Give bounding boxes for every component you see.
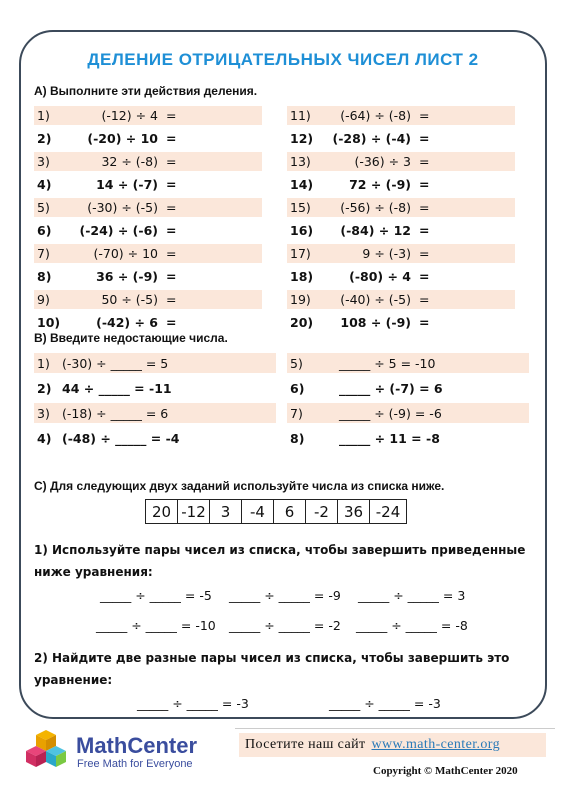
exercise-row bbox=[287, 290, 515, 309]
exercise-expression: _____ ÷ (-9) = -6 bbox=[339, 405, 442, 421]
missing-number-row bbox=[34, 378, 276, 398]
exercise-number: 11) bbox=[290, 108, 311, 123]
equals-sign: = bbox=[419, 177, 430, 192]
exercise-expression: 36 ÷ (-9) bbox=[96, 269, 158, 284]
equals-sign: = bbox=[419, 154, 430, 169]
exercise-expression: 32 ÷ (-8) bbox=[101, 154, 158, 169]
exercise-number: 8) bbox=[290, 430, 305, 446]
missing-number-row bbox=[34, 403, 276, 423]
equals-sign: = bbox=[419, 269, 430, 284]
number-cell: -24 bbox=[375, 502, 401, 521]
task-2-equation: _____ ÷ _____ = -3 bbox=[137, 696, 249, 711]
exercise-expression: (-30) ÷ _____ = 5 bbox=[62, 355, 169, 371]
exercise-number: 1) bbox=[37, 108, 50, 123]
exercise-number: 9) bbox=[37, 292, 50, 307]
exercise-expression: (-24) ÷ (-6) bbox=[79, 223, 158, 238]
exercise-number: 18) bbox=[290, 269, 314, 284]
exercise-number: 13) bbox=[290, 154, 311, 169]
task-1-instruction: 1) Используйте пары чисел из списка, чтобы завершить приведенные ниже уравнения: bbox=[34, 543, 526, 579]
number-cell: 36 bbox=[338, 500, 370, 523]
task-1-equation: _____ ÷ _____ = 3 bbox=[358, 588, 466, 603]
exercise-expression: (-36) ÷ 3 bbox=[354, 154, 411, 169]
exercise-expression: _____ ÷ 11 = -8 bbox=[339, 430, 440, 446]
exercise-expression: (-84) ÷ 12 bbox=[340, 223, 411, 238]
exercise-row bbox=[287, 152, 515, 171]
exercise-number: 2) bbox=[37, 131, 52, 146]
equals-sign: = bbox=[166, 200, 177, 215]
number-cell: -2 bbox=[306, 500, 338, 523]
equals-sign: = bbox=[419, 315, 430, 330]
task-1-equation: _____ ÷ _____ = -2 bbox=[229, 618, 341, 633]
exercise-number: 17) bbox=[290, 246, 311, 261]
exercise-expression: (-48) ÷ _____ = -4 bbox=[62, 430, 180, 446]
equals-sign: = bbox=[166, 292, 177, 307]
number-cell: 3 bbox=[210, 500, 242, 523]
task-2-equation: _____ ÷ _____ = -3 bbox=[329, 696, 441, 711]
exercise-number: 15) bbox=[290, 200, 311, 215]
exercise-number: 5) bbox=[290, 355, 303, 371]
visit-text: Посетите наш сайт bbox=[245, 737, 366, 752]
task-1-equation: _____ ÷ _____ = -10 bbox=[96, 618, 216, 633]
exercise-row bbox=[34, 221, 262, 240]
exercise-expression: (-28) ÷ (-4) bbox=[332, 131, 411, 146]
equals-sign: = bbox=[419, 292, 430, 307]
mathcenter-cube-icon bbox=[22, 729, 72, 773]
exercise-number: 20) bbox=[290, 315, 314, 330]
exercise-expression: (-12) ÷ 4 bbox=[101, 108, 158, 123]
equals-sign: = bbox=[166, 177, 177, 192]
copyright-text: Copyright © MathCenter 2020 bbox=[373, 765, 518, 777]
exercise-row bbox=[34, 290, 262, 309]
exercise-row bbox=[34, 175, 262, 194]
exercise-row bbox=[287, 106, 515, 125]
exercise-row bbox=[34, 198, 262, 217]
section-a-heading: A) Выполните эти действия деления. bbox=[34, 84, 258, 98]
exercise-expression: 9 ÷ (-3) bbox=[362, 246, 411, 261]
exercise-row bbox=[287, 221, 515, 240]
equals-sign: = bbox=[419, 131, 430, 146]
equals-sign: = bbox=[166, 223, 177, 238]
equals-sign: = bbox=[166, 269, 177, 284]
task-1-equation: _____ ÷ _____ = -5 bbox=[100, 588, 212, 603]
exercise-expression: 44 ÷ _____ = -11 bbox=[62, 380, 172, 396]
number-cell: -4 bbox=[242, 500, 274, 523]
visit-banner bbox=[239, 733, 546, 757]
missing-number-row bbox=[287, 353, 529, 373]
exercise-number: 1) bbox=[37, 355, 50, 371]
task-2-instruction: 2) Найдите две разные пары чисел из списка, чтобы завершить это уравнение: bbox=[34, 651, 510, 687]
section-c-heading: C) Для следующих двух заданий используйте числа из списка ниже. bbox=[34, 479, 445, 493]
exercise-number: 7) bbox=[37, 246, 50, 261]
exercise-row bbox=[287, 198, 515, 217]
exercise-number: 16) bbox=[290, 223, 314, 238]
missing-number-row bbox=[287, 428, 529, 448]
exercise-number: 4) bbox=[37, 177, 52, 192]
exercise-expression: (-64) ÷ (-8) bbox=[340, 108, 411, 123]
missing-number-row bbox=[287, 403, 529, 423]
equals-sign: = bbox=[166, 131, 177, 146]
exercise-expression: _____ ÷ (-7) = 6 bbox=[339, 380, 443, 396]
exercise-row bbox=[34, 244, 262, 263]
exercise-number: 5) bbox=[37, 200, 50, 215]
exercise-number: 14) bbox=[290, 177, 314, 192]
brand-tagline: Free Math for Everyone bbox=[77, 758, 193, 770]
exercise-expression: 14 ÷ (-7) bbox=[96, 177, 158, 192]
missing-number-row bbox=[34, 428, 276, 448]
exercise-row bbox=[34, 267, 262, 286]
number-list bbox=[145, 499, 407, 524]
exercise-row bbox=[34, 152, 262, 171]
equals-sign: = bbox=[166, 154, 177, 169]
exercise-expression: (-42) ÷ 6 bbox=[96, 315, 158, 330]
number-cell: -12 bbox=[178, 500, 210, 523]
exercise-row bbox=[34, 106, 262, 125]
missing-number-row bbox=[287, 378, 529, 398]
exercise-expression: (-30) ÷ (-5) bbox=[87, 200, 158, 215]
exercise-expression: (-40) ÷ (-5) bbox=[340, 292, 411, 307]
equals-sign: = bbox=[419, 223, 430, 238]
exercise-expression: 108 ÷ (-9) bbox=[340, 315, 411, 330]
missing-number-row bbox=[34, 353, 276, 373]
exercise-row bbox=[34, 313, 262, 332]
exercise-row bbox=[287, 244, 515, 263]
equals-sign: = bbox=[166, 315, 177, 330]
task-1-equation: _____ ÷ _____ = -8 bbox=[356, 618, 468, 633]
section-b-heading: B) Введите недостающие числа. bbox=[34, 331, 228, 345]
exercise-row bbox=[287, 313, 515, 332]
exercise-number: 8) bbox=[37, 269, 52, 284]
page-title: ДЕЛЕНИЕ ОТРИЦАТЕЛЬНЫХ ЧИСЕЛ ЛИСТ 2 bbox=[87, 50, 479, 69]
equals-sign: = bbox=[166, 108, 177, 123]
exercise-row bbox=[287, 267, 515, 286]
website-link[interactable]: www.math-center.org bbox=[371, 737, 501, 752]
exercise-expression: (-80) ÷ 4 bbox=[349, 269, 411, 284]
exercise-number: 12) bbox=[290, 131, 314, 146]
exercise-number: 3) bbox=[37, 405, 50, 421]
exercise-expression: (-20) ÷ 10 bbox=[87, 131, 158, 146]
exercise-number: 3) bbox=[37, 154, 50, 169]
exercise-number: 6) bbox=[37, 223, 52, 238]
exercise-row bbox=[34, 129, 262, 148]
exercise-expression: _____ ÷ 5 = -10 bbox=[339, 355, 436, 371]
exercise-expression: 50 ÷ (-5) bbox=[101, 292, 158, 307]
equals-sign: = bbox=[419, 200, 430, 215]
equals-sign: = bbox=[419, 246, 430, 261]
exercise-expression: (-56) ÷ (-8) bbox=[340, 200, 411, 215]
number-cell: 6 bbox=[274, 500, 306, 523]
footer-divider bbox=[235, 728, 555, 729]
exercise-number: 10) bbox=[37, 315, 61, 330]
equals-sign: = bbox=[166, 246, 177, 261]
exercise-number: 4) bbox=[37, 430, 52, 446]
exercise-number: 6) bbox=[290, 380, 305, 396]
exercise-row bbox=[287, 129, 515, 148]
task-1-equation: _____ ÷ _____ = -9 bbox=[229, 588, 341, 603]
exercise-number: 19) bbox=[290, 292, 311, 307]
exercise-expression: 72 ÷ (-9) bbox=[349, 177, 411, 192]
equals-sign: = bbox=[419, 108, 430, 123]
brand-name: MathCenter bbox=[76, 733, 198, 758]
exercise-expression: (-18) ÷ _____ = 6 bbox=[62, 405, 169, 421]
exercise-number: 2) bbox=[37, 380, 52, 396]
exercise-row bbox=[287, 175, 515, 194]
number-cell: 20 bbox=[146, 500, 178, 523]
exercise-number: 7) bbox=[290, 405, 303, 421]
exercise-expression: (-70) ÷ 10 bbox=[93, 246, 158, 261]
